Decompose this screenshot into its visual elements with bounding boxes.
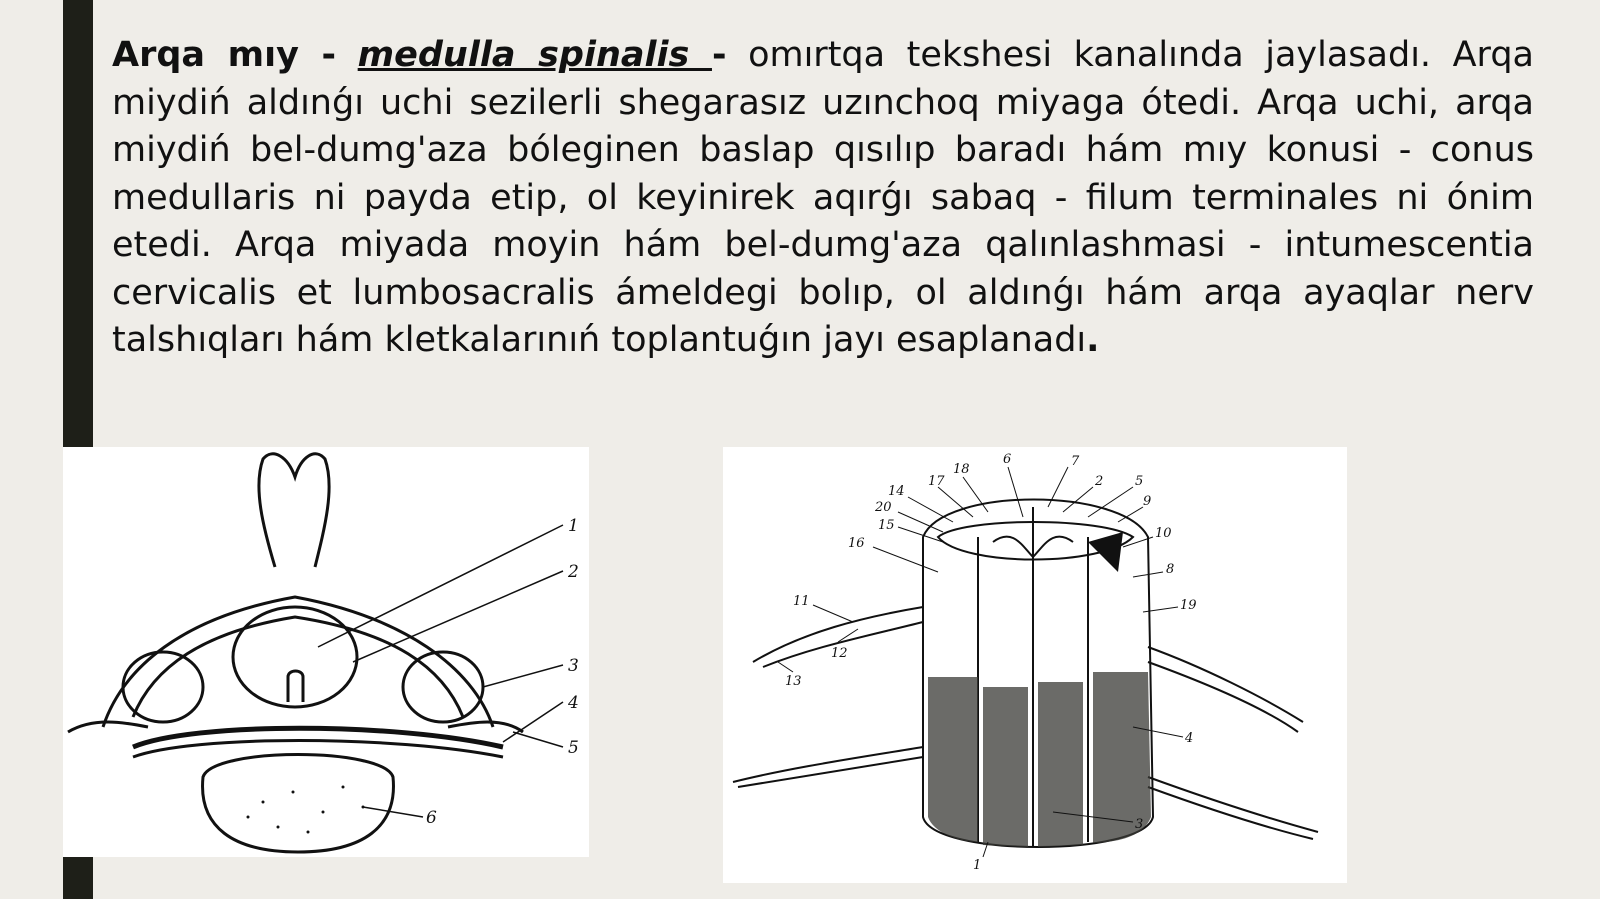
cord-label-15: 15 bbox=[878, 518, 895, 533]
cord-label-9: 9 bbox=[1143, 494, 1152, 509]
cord-label-5: 5 bbox=[1135, 474, 1144, 489]
cord-label-11: 11 bbox=[793, 594, 810, 609]
cord-label-1: 1 bbox=[973, 858, 982, 873]
cord-label-14: 14 bbox=[888, 484, 905, 499]
cord-label-12: 12 bbox=[831, 646, 848, 661]
spinal-cord-figure bbox=[723, 447, 1347, 883]
cord-label-10: 10 bbox=[1155, 526, 1172, 541]
vertebra-label-4: 4 bbox=[568, 693, 579, 713]
cord-label-8: 8 bbox=[1166, 562, 1175, 577]
paragraph-end: . bbox=[1086, 320, 1100, 360]
body-paragraph bbox=[112, 32, 1534, 365]
cord-label-2: 2 bbox=[1095, 474, 1104, 489]
term-latin: medulla spinalis bbox=[357, 35, 712, 75]
vertebra-label-5: 5 bbox=[568, 738, 579, 758]
vertebra-label-1: 1 bbox=[568, 516, 579, 536]
vertebra-label-6: 6 bbox=[426, 808, 437, 828]
term-bold: Arqa mıy - bbox=[112, 35, 337, 75]
vertebra-figure bbox=[63, 447, 589, 857]
cord-label-4: 4 bbox=[1185, 731, 1194, 746]
cord-label-7: 7 bbox=[1071, 454, 1080, 469]
cord-label-19: 19 bbox=[1180, 598, 1197, 613]
vertebra-label-3: 3 bbox=[568, 656, 579, 676]
cord-label-16: 16 bbox=[848, 536, 865, 551]
cord-label-3: 3 bbox=[1135, 817, 1144, 832]
cord-label-20: 20 bbox=[875, 500, 892, 515]
cord-label-6: 6 bbox=[1003, 452, 1012, 467]
cord-label-17: 17 bbox=[928, 474, 945, 489]
spinal-cord-illustration bbox=[723, 447, 1347, 883]
vertebra-illustration bbox=[63, 447, 589, 857]
cord-label-18: 18 bbox=[953, 462, 970, 477]
vertebra-label-2: 2 bbox=[568, 562, 579, 582]
paragraph-body: omırtqa tekshesi kanalında jaylasadı. Arqa miydiń aldınǵı uchi sezilerli shegarasız uzınchoq miyaga ótedi. Arqa uchi, arqa miydiń bel-dumg'aza bóleginen baslap qısılıp baradı hám mıy konusi - conus medullaris ni payda etip, ol keyinirek aqırǵı sabaq - filum terminales ni ónim etedi. Arqa miyada moyin hám bel-dumg'aza qalınlashmasi - intumescentia cervicalis et lumbosacralis ámeldegi bolıp, ol aldınǵı hám arqa ayaqlar nerv talshıqları hám kletkalarınıń toplantuǵın jayı esaplanadı bbox=[112, 35, 1534, 360]
cord-label-13: 13 bbox=[785, 674, 802, 689]
term-dash: - bbox=[711, 35, 727, 75]
